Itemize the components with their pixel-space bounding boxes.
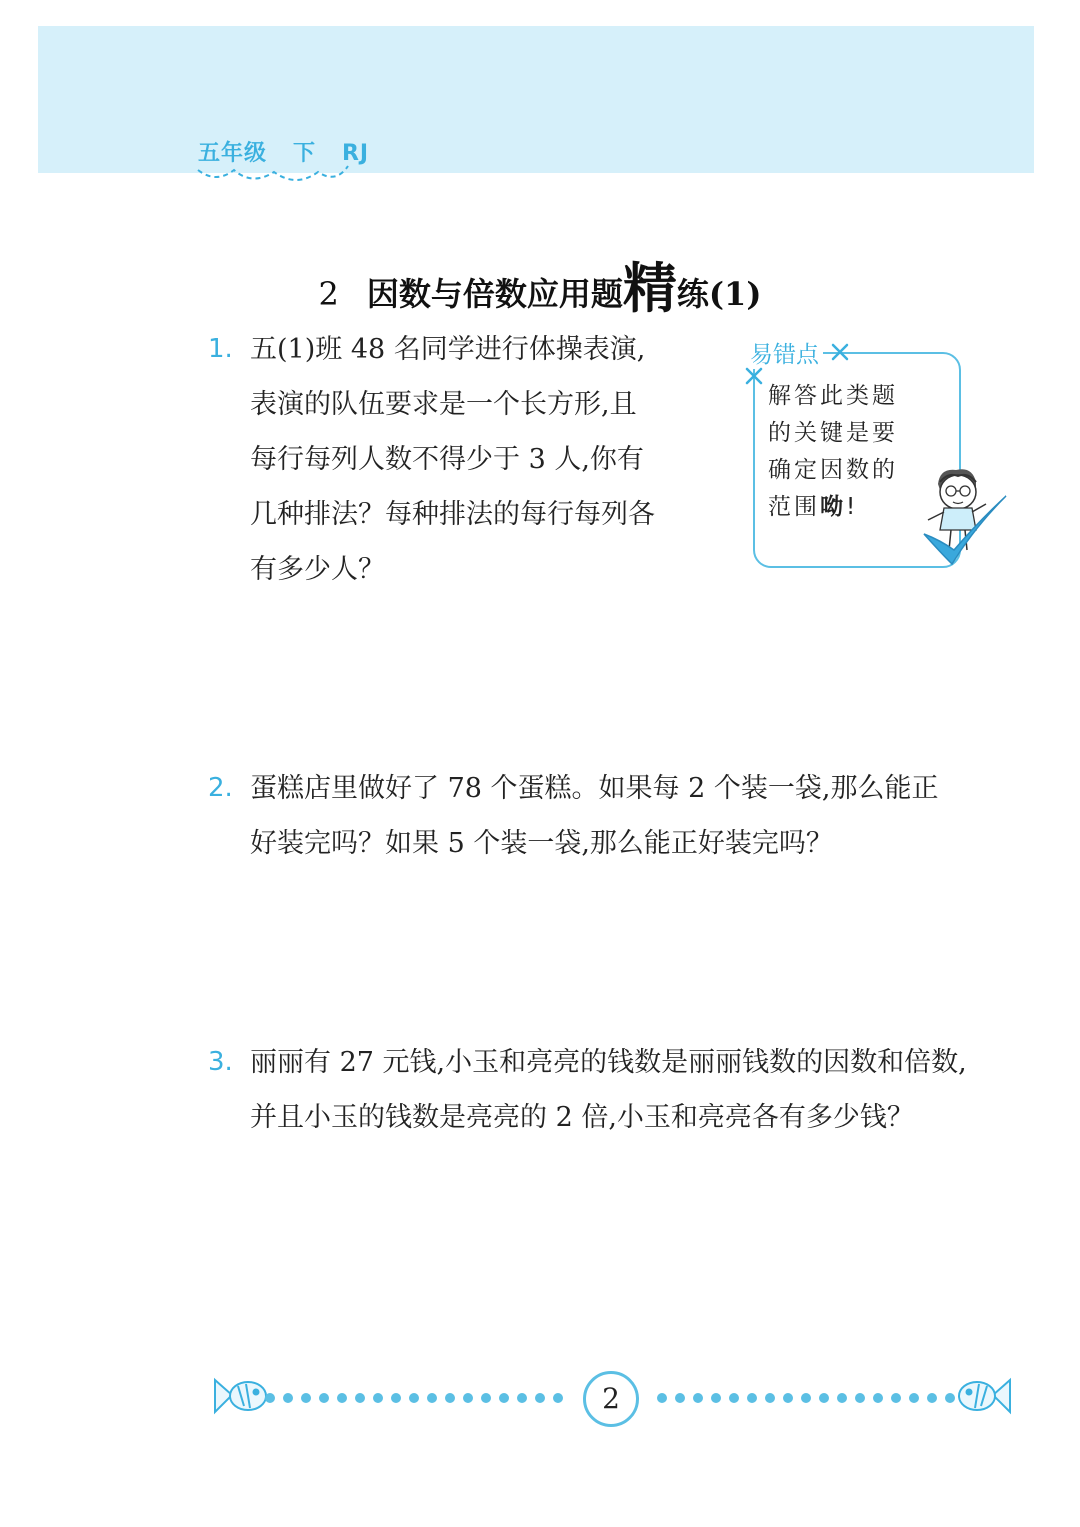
tip-line-prefix: 范围 — [768, 494, 820, 520]
tip-label: 易错点 — [746, 336, 823, 369]
question-line: 每行每列人数不得少于 3 人,你有 — [250, 444, 644, 475]
title-text: 因数与倍数应用题 — [366, 275, 623, 313]
question-1 — [208, 322, 720, 597]
grade-label: 五年级 下 RJ — [198, 141, 370, 166]
question-line: 蛋糕店里做好了 78 个蛋糕。如果每 2 个装一袋,那么能正 — [250, 773, 939, 804]
title-suffix: 练(1) — [676, 275, 762, 313]
footer-dots-decoration — [0, 1360, 1080, 1440]
cartoon-boy-checkmark-icon — [918, 462, 1010, 572]
cross-icon — [744, 366, 764, 386]
fish-icon — [959, 1380, 1010, 1412]
tip-line-suffix: ! — [846, 494, 859, 520]
question-number: 1. — [208, 334, 233, 364]
page-title — [0, 246, 1080, 323]
question-line: 并且小玉的钱数是亮亮的 2 倍,小玉和亮亮各有多少钱？ — [250, 1102, 914, 1133]
wave-decoration-icon — [196, 162, 356, 192]
title-number: 2 — [318, 275, 339, 313]
question-number: 2. — [208, 773, 233, 803]
question-number: 3. — [208, 1047, 233, 1077]
tip-text — [768, 378, 928, 526]
tip-line: 的关键是要 — [768, 420, 898, 446]
question-3 — [208, 1035, 1020, 1145]
question-line: 表演的队伍要求是一个长方形,且 — [250, 389, 637, 420]
page-number: 2 — [583, 1371, 639, 1427]
question-line: 五(1)班 48 名同学进行体操表演, — [250, 334, 646, 365]
title-emphasis: 精 — [622, 257, 677, 320]
cross-icon — [830, 342, 850, 362]
tip-line: 解答此类题 — [768, 383, 898, 409]
tip-line: 确定因数的 — [768, 457, 898, 483]
tip-line-emphasis: 呦 — [820, 494, 846, 520]
fish-icon — [215, 1380, 266, 1412]
tip-line — [768, 489, 928, 526]
question-2 — [208, 761, 1020, 871]
question-line: 好装完吗？如果 5 个装一袋,那么能正好装完吗？ — [250, 828, 833, 859]
question-line: 有多少人？ — [250, 554, 385, 585]
header-band — [38, 26, 1034, 173]
question-line: 几种排法？每种排法的每行每列各 — [250, 499, 655, 530]
question-line: 丽丽有 27 元钱,小玉和亮亮的钱数是丽丽钱数的因数和倍数, — [250, 1047, 967, 1078]
